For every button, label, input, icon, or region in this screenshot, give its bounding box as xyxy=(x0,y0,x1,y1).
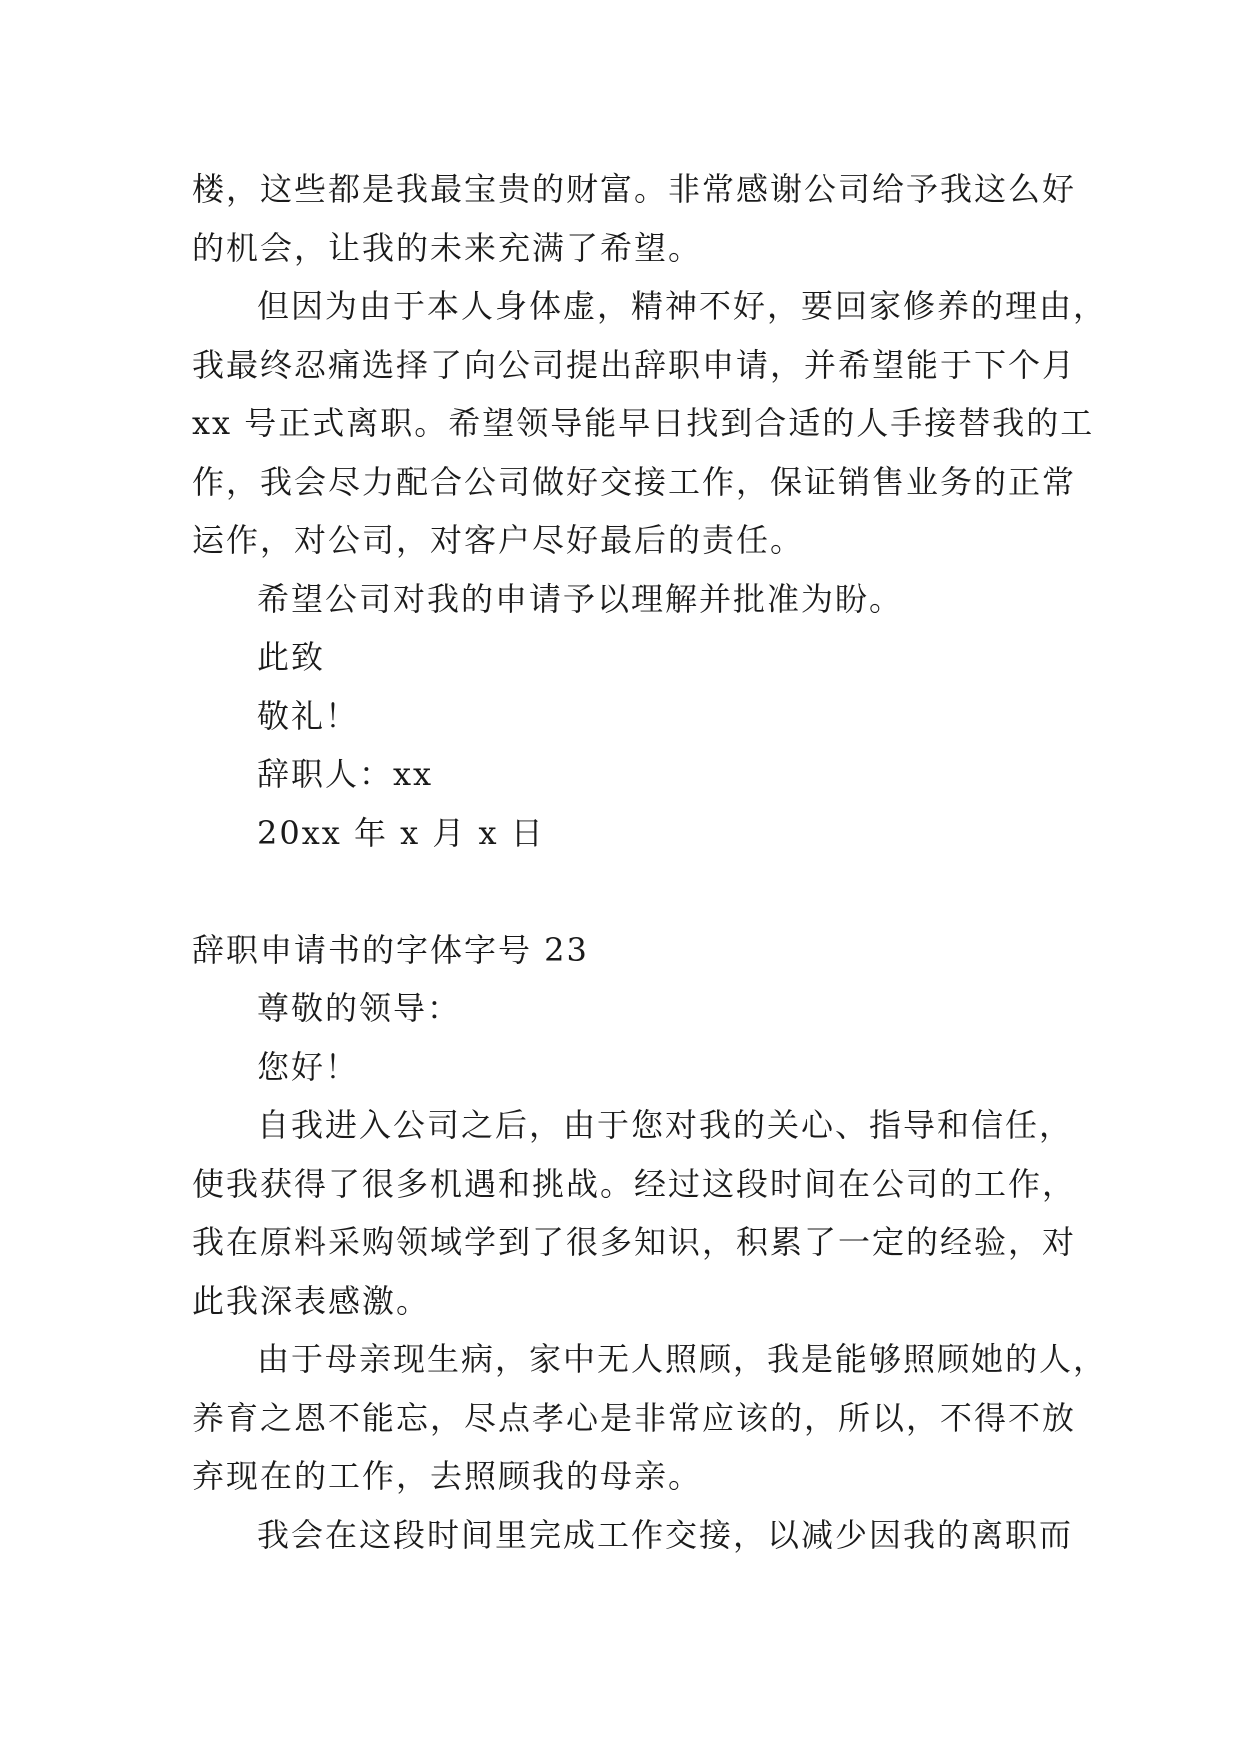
closing-line: 此致 xyxy=(257,638,326,676)
paragraph xyxy=(192,1506,1072,1565)
section-gap xyxy=(192,862,1072,921)
text-line: 作，我会尽力配合公司做好交接工作，保证销售业务的正常 xyxy=(192,462,1077,501)
text-line: 我在原料采购领域学到了很多知识，积累了一定的经验，对 xyxy=(192,1223,1077,1261)
text-line: 我最终忍痛选择了向公司提出辞职申请，并希望能于下个月 xyxy=(192,345,1077,384)
paragraph xyxy=(192,160,1077,277)
paragraph xyxy=(192,1096,1077,1330)
greeting: 您好！ xyxy=(257,1047,360,1086)
text-line: 弃现在的工作，去照顾我的母亲。 xyxy=(192,1457,703,1495)
text-line: 的机会，让我的未来充满了希望。 xyxy=(192,228,703,267)
closing-line: 敬礼！ xyxy=(257,696,360,735)
text-line: 由于母亲现生病，家中无人照顾，我是能够照顾她的人， xyxy=(257,1340,1108,1378)
text-line: 自我进入公司之后，由于您对我的关心、指导和信任， xyxy=(257,1106,1074,1144)
text-line: 此我深表感激。 xyxy=(192,1281,431,1320)
signer-line: 辞职人：xx xyxy=(257,755,434,793)
paragraph: 希望公司对我的申请予以理解并批准为盼。 xyxy=(257,579,904,618)
text-line: 使我获得了很多机遇和挑战。经过这段时间在公司的工作， xyxy=(192,1164,1077,1203)
text-line: 我会在这段时间里完成工作交接，以减少因我的离职而 xyxy=(257,1515,1074,1554)
text-line: 楼，这些都是我最宝贵的财富。非常感谢公司给予我这么好 xyxy=(192,170,1077,208)
salutation: 尊敬的领导： xyxy=(257,989,462,1027)
text-line: 但因为由于本人身体虚，精神不好，要回家修养的理由， xyxy=(257,287,1108,325)
section-title: 辞职申请书的字体字号 23 xyxy=(192,930,589,969)
text-line: 养育之恩不能忘，尽点孝心是非常应该的，所以，不得不放 xyxy=(192,1398,1077,1437)
paragraph xyxy=(192,277,1108,570)
document-page xyxy=(192,160,1108,1564)
paragraph xyxy=(192,1330,1108,1506)
text-line: xx 号正式离职。希望领导能早日找到合适的人手接替我的工 xyxy=(192,404,1095,442)
date-line: 20xx 年 x 月 x 日 xyxy=(257,813,545,852)
text-line: 运作，对公司，对客户尽好最后的责任。 xyxy=(192,521,805,559)
